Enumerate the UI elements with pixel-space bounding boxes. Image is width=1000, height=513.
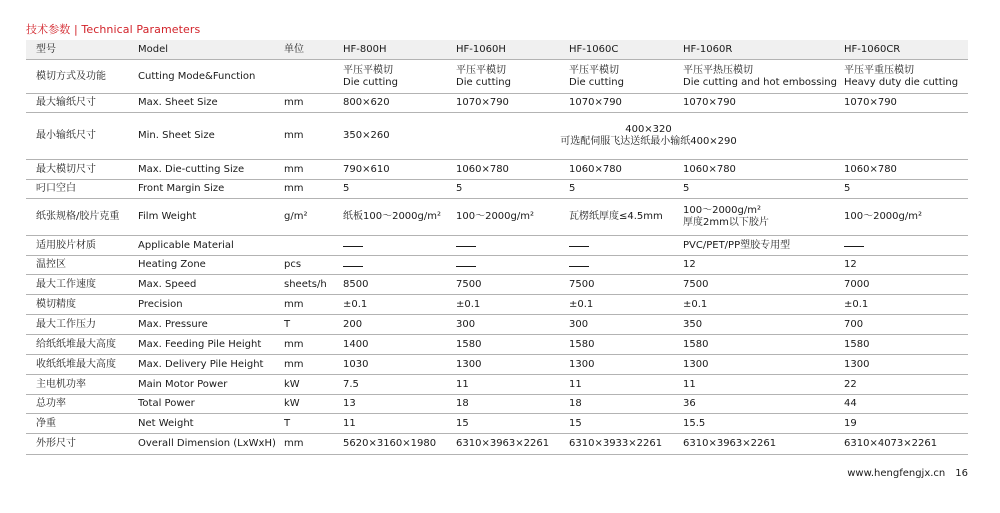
- table-row: [26, 414, 968, 434]
- header-cell: HF-1060R: [683, 43, 733, 55]
- not-applicable-dash: [343, 246, 363, 247]
- value-cell: 1580: [844, 338, 870, 350]
- table-row: [26, 94, 968, 113]
- value-cell: 1300: [456, 358, 482, 370]
- value-cell: 1060×780: [569, 163, 622, 175]
- param-name-cn: 适用胶片材质: [36, 239, 96, 251]
- header-cell: HF-1060C: [569, 43, 619, 55]
- unit-cell: mm: [284, 130, 304, 141]
- value-cell: 5: [343, 183, 350, 194]
- not-applicable-dash: [343, 266, 363, 267]
- value-cell: [456, 61, 511, 93]
- param-name-en: Max. Feeding Pile Height: [138, 338, 262, 350]
- unit-cell: sheets/h: [284, 278, 327, 290]
- value-cell: 7.5: [343, 378, 359, 390]
- param-name-cn: 模切方式及功能: [36, 71, 106, 82]
- param-name-cn: 最大工作速度: [36, 278, 96, 290]
- value-cell-line: Heavy duty die cutting: [844, 77, 959, 88]
- param-name-en: Cutting Mode&Function: [138, 71, 256, 82]
- unit-cell: kW: [284, 398, 300, 409]
- table-row: [26, 236, 968, 256]
- param-name-en: Film Weight: [138, 211, 197, 222]
- table-row: [26, 61, 968, 94]
- not-applicable-dash: [456, 246, 476, 247]
- unit-cell: mm: [284, 358, 304, 370]
- value-cell: 300: [456, 318, 476, 330]
- value-cell: 18: [569, 398, 582, 409]
- value-cell: 350×260: [343, 130, 390, 141]
- value-cell: 1300: [569, 358, 595, 370]
- table-row: [26, 295, 968, 315]
- value-cell-line: 平压平模切: [569, 65, 619, 76]
- unit-cell: mm: [284, 438, 304, 449]
- param-name-cn: 给纸纸堆最大高度: [36, 338, 116, 350]
- table-row: [26, 113, 968, 160]
- param-name-en: Overall Dimension (LxWxH): [138, 438, 276, 449]
- website-link[interactable]: www.hengfengjx.cn: [847, 468, 946, 479]
- value-cell: 7500: [456, 278, 482, 290]
- param-name-cn: 净重: [36, 417, 56, 429]
- param-name-en: Max. Die-cutting Size: [138, 163, 245, 175]
- value-cell-line: 平压平模切: [343, 65, 393, 76]
- value-cell: 15.5: [683, 417, 706, 429]
- value-cell: [343, 256, 363, 274]
- value-cell: ±0.1: [456, 298, 481, 310]
- value-cell: 1400: [343, 338, 369, 350]
- value-cell: 1300: [683, 358, 709, 370]
- value-cell: 瓦楞纸厚度≤4.5mm: [569, 211, 663, 222]
- value-cell: 5620×3160×1980: [343, 438, 437, 449]
- value-cell: 100～2000g/m²: [456, 211, 535, 222]
- param-name-en: Net Weight: [138, 417, 194, 429]
- unit-cell: mm: [284, 298, 304, 310]
- unit-cell: mm: [284, 183, 304, 194]
- value-cell: [844, 236, 864, 255]
- value-cell: 5: [569, 183, 576, 194]
- value-cell: 790×610: [343, 163, 390, 175]
- unit-cell: mm: [284, 338, 304, 350]
- value-cell: 5: [456, 183, 463, 194]
- value-cell: 300: [569, 318, 589, 330]
- param-name-cn: 主电机功率: [36, 378, 86, 390]
- header-cell: 型号: [36, 43, 56, 55]
- value-cell: 6310×3963×2261: [683, 438, 777, 449]
- header-cell: HF-800H: [343, 43, 387, 55]
- table-row: [26, 160, 968, 180]
- value-cell: 7500: [683, 278, 709, 290]
- value-cell: 1060×780: [683, 163, 736, 175]
- header-cell: Model: [138, 43, 169, 55]
- unit-cell: mm: [284, 163, 304, 175]
- param-name-en: Max. Sheet Size: [138, 97, 218, 108]
- table-row: [26, 199, 968, 236]
- value-cell: ±0.1: [844, 298, 869, 310]
- value-cell: 12: [844, 259, 857, 270]
- value-cell: 700: [844, 318, 864, 330]
- param-name-en: Main Motor Power: [138, 378, 228, 390]
- value-cell: 200: [343, 318, 363, 330]
- param-name-en: Total Power: [138, 398, 195, 409]
- param-name-cn: 最大输纸尺寸: [36, 97, 96, 108]
- param-name-cn: 最大工作压力: [36, 318, 96, 330]
- value-cell: 11: [343, 417, 356, 429]
- table-header-row: [26, 40, 968, 60]
- value-cell: 1070×790: [844, 97, 897, 108]
- value-cell: 15: [456, 417, 469, 429]
- value-cell: 6310×4073×2261: [844, 438, 938, 449]
- value-cell: 6310×3933×2261: [569, 438, 663, 449]
- merged-value-cell-line: 可选配伺服飞达送纸最小输纸400×290: [560, 136, 737, 147]
- unit-cell: g/m²: [284, 211, 308, 222]
- value-cell: 1300: [844, 358, 870, 370]
- value-cell: [683, 199, 769, 235]
- value-cell: 1060×780: [456, 163, 509, 175]
- param-name-en: Applicable Material: [138, 239, 234, 251]
- unit-cell: mm: [284, 97, 304, 108]
- footer: [847, 468, 968, 479]
- value-cell: [569, 61, 624, 93]
- table-row: [26, 434, 968, 455]
- table-row: [26, 375, 968, 395]
- unit-cell: kW: [284, 378, 300, 390]
- value-cell: 1580: [569, 338, 595, 350]
- header-cell: HF-1060CR: [844, 43, 901, 55]
- value-cell-line: 厚度2mm以下胶片: [683, 217, 769, 228]
- param-name-en: Max. Delivery Pile Height: [138, 358, 264, 370]
- value-cell: PVC/PET/PP塑胶专用型: [683, 239, 791, 251]
- value-cell: [343, 236, 363, 255]
- value-cell: ±0.1: [343, 298, 368, 310]
- unit-cell: T: [284, 417, 291, 429]
- param-name-cn: 叼口空白: [36, 183, 76, 194]
- not-applicable-dash: [569, 246, 589, 247]
- value-cell: [343, 61, 398, 93]
- param-name-cn: 总功率: [36, 398, 66, 409]
- value-cell-line: 平压平模切: [456, 65, 506, 76]
- value-cell-line: Die cutting: [569, 77, 624, 88]
- page-title: 技术参数 | Technical Parameters: [26, 23, 201, 36]
- merged-value-cell-line: 400×320: [625, 124, 672, 135]
- value-cell-line: Die cutting and hot embossing: [683, 77, 837, 88]
- unit-cell: pcs: [284, 259, 302, 270]
- value-cell: 1030: [343, 358, 369, 370]
- value-cell-line: 平压平重压模切: [844, 65, 914, 76]
- param-name-cn: 最小输纸尺寸: [36, 130, 96, 141]
- merged-value-cell: [456, 113, 841, 159]
- value-cell: 1070×790: [456, 97, 509, 108]
- table-row: [26, 395, 968, 414]
- table-row: [26, 256, 968, 275]
- value-cell: 15: [569, 417, 582, 429]
- param-name-cn: 收纸纸堆最大高度: [36, 358, 116, 370]
- table-row: [26, 180, 968, 199]
- value-cell: 19: [844, 417, 857, 429]
- value-cell: 100～2000g/m²: [844, 211, 923, 222]
- value-cell: 1070×790: [683, 97, 736, 108]
- not-applicable-dash: [844, 246, 864, 247]
- not-applicable-dash: [569, 266, 589, 267]
- param-name-en: Min. Sheet Size: [138, 130, 215, 141]
- not-applicable-dash: [456, 266, 476, 267]
- param-name-en: Max. Pressure: [138, 318, 208, 330]
- value-cell-line: Die cutting: [456, 77, 511, 88]
- page-number: 16: [955, 468, 968, 479]
- param-name-cn: 温控区: [36, 259, 66, 270]
- value-cell: 1580: [683, 338, 709, 350]
- value-cell: [569, 256, 589, 274]
- value-cell: 800×620: [343, 97, 390, 108]
- value-cell-line: 100～2000g/m²: [683, 205, 762, 216]
- value-cell: 12: [683, 259, 696, 270]
- value-cell: ±0.1: [569, 298, 594, 310]
- value-cell: 18: [456, 398, 469, 409]
- value-cell: 1060×780: [844, 163, 897, 175]
- value-cell: [844, 61, 958, 93]
- table-row: [26, 355, 968, 375]
- value-cell: 8500: [343, 278, 369, 290]
- value-cell: 5: [844, 183, 851, 194]
- param-name-en: Precision: [138, 298, 183, 310]
- param-name-en: Front Margin Size: [138, 183, 225, 194]
- value-cell: 5: [683, 183, 690, 194]
- value-cell-line: 平压平热压模切: [683, 65, 753, 76]
- value-cell: 7000: [844, 278, 870, 290]
- unit-cell: T: [284, 318, 291, 330]
- value-cell: 22: [844, 378, 857, 390]
- param-name-cn: 模切精度: [36, 298, 76, 310]
- value-cell: 纸板100～2000g/m²: [343, 211, 442, 222]
- value-cell: 11: [456, 378, 469, 390]
- value-cell: [569, 236, 589, 255]
- value-cell: 6310×3963×2261: [456, 438, 550, 449]
- value-cell: ±0.1: [683, 298, 708, 310]
- header-cell: 单位: [284, 43, 304, 55]
- param-name-en: Max. Speed: [138, 278, 197, 290]
- value-cell: 7500: [569, 278, 595, 290]
- value-cell: [456, 256, 476, 274]
- value-cell: 36: [683, 398, 696, 409]
- table-row: [26, 335, 968, 355]
- value-cell: 350: [683, 318, 703, 330]
- param-name-en: Heating Zone: [138, 259, 206, 270]
- table-row: [26, 275, 968, 295]
- header-cell: HF-1060H: [456, 43, 506, 55]
- value-cell: 13: [343, 398, 356, 409]
- value-cell: [456, 236, 476, 255]
- value-cell: 1580: [456, 338, 482, 350]
- param-name-cn: 纸张规格/胶片克重: [36, 211, 120, 222]
- value-cell: 11: [569, 378, 582, 390]
- table-row: [26, 315, 968, 335]
- param-name-cn: 最大模切尺寸: [36, 163, 96, 175]
- value-cell-line: Die cutting: [343, 77, 398, 88]
- value-cell: 11: [683, 378, 696, 390]
- value-cell: 1070×790: [569, 97, 622, 108]
- value-cell: [683, 61, 837, 93]
- value-cell: 44: [844, 398, 857, 409]
- param-name-cn: 外形尺寸: [36, 438, 76, 449]
